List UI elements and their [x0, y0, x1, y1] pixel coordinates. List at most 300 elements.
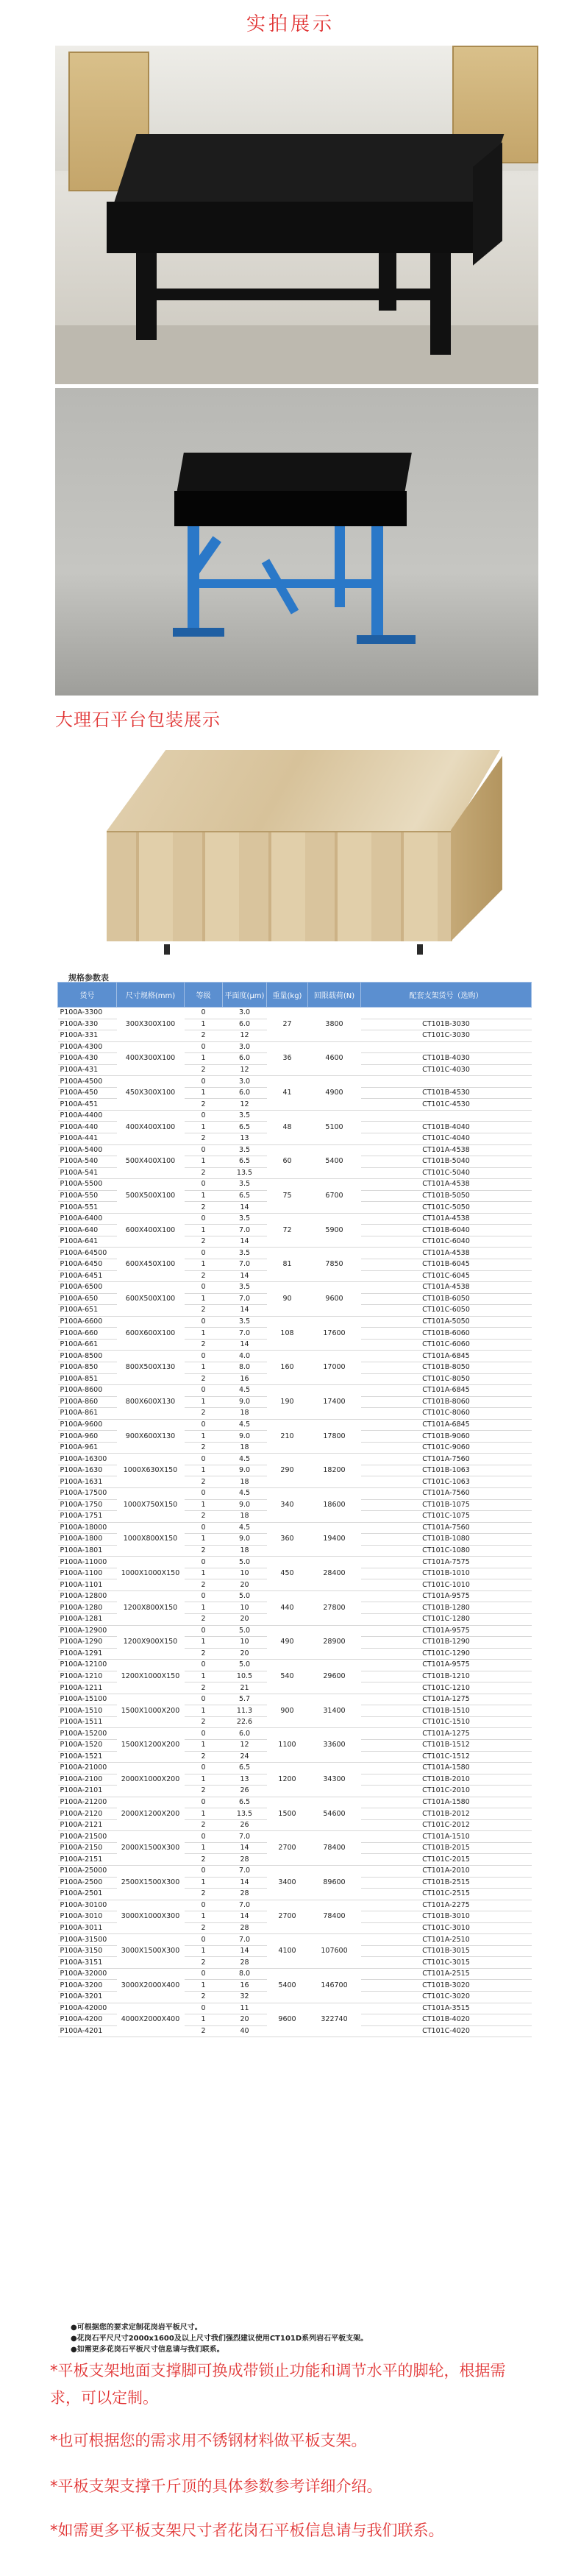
cell-stand: CT101B-1512: [361, 1740, 532, 1752]
cell-flatness: 8.0: [223, 1968, 267, 1980]
cell-grade: 0: [185, 1694, 223, 1705]
cell-grade: 2: [185, 1408, 223, 1420]
table-row: [58, 1728, 532, 1740]
table-row: [58, 1660, 532, 1671]
cell-stand: CT101B-6045: [361, 1259, 532, 1271]
cell-model: P100A-5500: [58, 1179, 117, 1191]
cell-stand: CT101B-1280: [361, 1602, 532, 1614]
cell-stand: CT101C-4030: [361, 1064, 532, 1076]
cell-flatness: 3.5: [223, 1144, 267, 1156]
cell-grade: 2: [185, 1545, 223, 1557]
cell-stand: CT101B-5050: [361, 1190, 532, 1202]
cell-model: P100A-2101: [58, 1786, 117, 1797]
cell-grade: 1: [185, 1053, 223, 1065]
cell-load: 17600: [308, 1316, 361, 1351]
cell-flatness: 4.0: [223, 1351, 267, 1362]
cell-model: P100A-1281: [58, 1613, 117, 1625]
cell-grade: 2: [185, 1648, 223, 1660]
cell-stand: CT101B-3015: [361, 1945, 532, 1957]
cell-model: P100A-1291: [58, 1648, 117, 1660]
cell-model: P100A-2150: [58, 1842, 117, 1854]
cell-stand: CT101B-8060: [361, 1396, 532, 1408]
cell-weight: 160: [267, 1351, 308, 1385]
cell-flatness: 12: [223, 1030, 267, 1042]
cell-flatness: 6.0: [223, 1019, 267, 1030]
cell-model: P100A-1521: [58, 1751, 117, 1763]
cell-weight: 108: [267, 1316, 308, 1351]
cell-stand: CT101A-4538: [361, 1248, 532, 1259]
photo-wooden-crate: [55, 731, 538, 965]
table-row: [58, 1213, 532, 1225]
cell-grade: 1: [185, 1362, 223, 1373]
cell-stand: CT101B-6050: [361, 1293, 532, 1305]
cell-stand: CT101C-1510: [361, 1716, 532, 1728]
cell-flatness: 4.5: [223, 1522, 267, 1534]
cell-model: P100A-6600: [58, 1316, 117, 1328]
cell-flatness: 3.0: [223, 1076, 267, 1088]
cell-load: 27800: [308, 1590, 361, 1625]
cell-model: P100A-17500: [58, 1487, 117, 1499]
cell-load: 34300: [308, 1763, 361, 1797]
cell-stand: [361, 1110, 532, 1122]
cell-model: P100A-1750: [58, 1499, 117, 1511]
cell-flatness: 7.0: [223, 1259, 267, 1271]
table-row: [58, 1008, 532, 1019]
cell-grade: 0: [185, 1900, 223, 1911]
cell-model: P100A-660: [58, 1328, 117, 1340]
cell-flatness: 21: [223, 1682, 267, 1694]
cell-model: P100A-331: [58, 1030, 117, 1042]
table-row: [58, 1454, 532, 1465]
cell-grade: 1: [185, 1637, 223, 1649]
table-row: [58, 1694, 532, 1705]
cell-flatness: 3.5: [223, 1110, 267, 1122]
cell-stand: CT101B-8050: [361, 1362, 532, 1373]
col-header-weight: 重量(kg): [267, 983, 308, 1008]
cell-stand: CT101C-8060: [361, 1408, 532, 1420]
cell-grade: 1: [185, 1705, 223, 1717]
cell-flatness: 4.5: [223, 1487, 267, 1499]
cell-grade: 1: [185, 1259, 223, 1271]
cell-flatness: 6.5: [223, 1763, 267, 1774]
cell-grade: 1: [185, 1980, 223, 1992]
spec-table: [57, 982, 531, 2037]
cell-stand: CT101C-1063: [361, 1476, 532, 1488]
cell-flatness: 26: [223, 1786, 267, 1797]
cell-weight: 1100: [267, 1728, 308, 1763]
cell-size: 1000X800X150: [117, 1522, 185, 1557]
cell-weight: 1200: [267, 1763, 308, 1797]
cell-flatness: 6.5: [223, 1797, 267, 1808]
cell-model: P100A-960: [58, 1431, 117, 1443]
cell-model: P100A-4300: [58, 1041, 117, 1053]
cell-stand: CT101C-4020: [361, 2025, 532, 2037]
cell-load: 4900: [308, 1076, 361, 1111]
cell-grade: 2: [185, 1716, 223, 1728]
cell-flatness: 13.5: [223, 1808, 267, 1820]
cell-weight: 900: [267, 1694, 308, 1728]
cell-flatness: 10: [223, 1602, 267, 1614]
cell-model: P100A-30100: [58, 1900, 117, 1911]
cell-model: P100A-860: [58, 1396, 117, 1408]
cell-model: P100A-12800: [58, 1590, 117, 1602]
cell-size: 1000X750X150: [117, 1487, 185, 1522]
cell-grade: 1: [185, 1877, 223, 1889]
cell-model: P100A-12100: [58, 1660, 117, 1671]
cell-size: 1200X900X150: [117, 1625, 185, 1660]
col-header-load: 回限载荷(N): [308, 983, 361, 1008]
cell-flatness: 6.5: [223, 1122, 267, 1133]
cell-size: 1500X1200X200: [117, 1728, 185, 1763]
cell-stand: CT101C-2015: [361, 1854, 532, 1866]
cell-stand: CT101A-7560: [361, 1454, 532, 1465]
table-row: [58, 1900, 532, 1911]
cell-grade: 2: [185, 1889, 223, 1900]
cell-grade: 1: [185, 1534, 223, 1546]
cell-model: P100A-42000: [58, 2003, 117, 2014]
cell-stand: CT101B-6060: [361, 1328, 532, 1340]
cell-model: P100A-551: [58, 1202, 117, 1214]
cell-flatness: 10.5: [223, 1671, 267, 1682]
cell-grade: 0: [185, 1968, 223, 1980]
cell-stand: CT101C-3015: [361, 1957, 532, 1969]
cell-load: 29600: [308, 1660, 361, 1694]
cell-stand: CT101A-1510: [361, 1831, 532, 1843]
cell-grade: 0: [185, 1076, 223, 1088]
cell-model: P100A-2501: [58, 1889, 117, 1900]
cell-load: 18600: [308, 1487, 361, 1522]
spec-note: ●花岗石平尺尺寸2000x1600及以上尺寸我们强烈建议使用CT101D系列岩石平板支架。: [71, 2335, 368, 2343]
photo-granite-slab-blue-stand: [55, 388, 538, 696]
cell-grade: 1: [185, 1156, 223, 1168]
cell-stand: CT101C-1210: [361, 1682, 532, 1694]
cell-stand: CT101A-2510: [361, 1934, 532, 1946]
cell-grade: 0: [185, 1248, 223, 1259]
cell-grade: 2: [185, 1682, 223, 1694]
cell-grade: 2: [185, 1476, 223, 1488]
cell-model: P100A-1210: [58, 1671, 117, 1682]
cell-flatness: 7.0: [223, 1934, 267, 1946]
cell-stand: CT101A-4538: [361, 1213, 532, 1225]
spec-note: ●可根据您的要求定制花岗岩平板尺寸。: [71, 2324, 202, 2332]
cell-flatness: 3.0: [223, 1008, 267, 1019]
cell-size: 900X600X130: [117, 1419, 185, 1454]
cell-flatness: 7.0: [223, 1831, 267, 1843]
cell-flatness: 20: [223, 2014, 267, 2026]
cell-weight: 4100: [267, 1934, 308, 1969]
table-row: [58, 1076, 532, 1088]
cell-grade: 1: [185, 1431, 223, 1443]
cell-stand: [361, 1008, 532, 1019]
cell-stand: CT101A-2010: [361, 1866, 532, 1878]
cell-weight: 81: [267, 1248, 308, 1282]
cell-flatness: 20: [223, 1648, 267, 1660]
cell-grade: 2: [185, 1030, 223, 1042]
cell-model: P100A-3201: [58, 1992, 117, 2003]
cell-load: 54600: [308, 1797, 361, 1831]
cell-load: 19400: [308, 1522, 361, 1557]
cell-weight: 72: [267, 1213, 308, 1248]
cell-model: P100A-21200: [58, 1797, 117, 1808]
cell-size: 4000X2000X400: [117, 2003, 185, 2037]
cell-grade: 0: [185, 1419, 223, 1431]
table-row: [58, 1144, 532, 1156]
cell-model: P100A-6500: [58, 1282, 117, 1294]
cell-flatness: 3.5: [223, 1179, 267, 1191]
col-header-size: 尺寸规格(mm): [117, 983, 185, 1008]
cell-model: P100A-3300: [58, 1008, 117, 1019]
cell-weight: 36: [267, 1041, 308, 1076]
cell-grade: 1: [185, 1911, 223, 1923]
cell-weight: 190: [267, 1385, 308, 1420]
cell-grade: 1: [185, 1465, 223, 1476]
cell-size: 3000X1500X300: [117, 1934, 185, 1969]
cell-model: P100A-4200: [58, 2014, 117, 2026]
cell-weight: 290: [267, 1454, 308, 1488]
cell-model: P100A-1510: [58, 1705, 117, 1717]
cell-model: P100A-1100: [58, 1568, 117, 1579]
cell-grade: 0: [185, 1487, 223, 1499]
cell-stand: CT101A-6845: [361, 1419, 532, 1431]
table-row: [58, 1487, 532, 1499]
cell-weight: 5400: [267, 1968, 308, 2003]
cell-stand: CT101B-4530: [361, 1087, 532, 1099]
cell-flatness: 7.0: [223, 1900, 267, 1911]
cell-grade: 0: [185, 2003, 223, 2014]
cell-stand: CT101C-6045: [361, 1270, 532, 1282]
cell-model: P100A-650: [58, 1293, 117, 1305]
cell-grade: 2: [185, 1992, 223, 2003]
spec-table-title: 规格参数表: [68, 973, 109, 983]
cell-grade: 1: [185, 1225, 223, 1236]
cell-flatness: 7.0: [223, 1328, 267, 1340]
cell-stand: CT101A-2275: [361, 1900, 532, 1911]
cell-stand: CT101A-4538: [361, 1144, 532, 1156]
cell-stand: CT101C-4040: [361, 1133, 532, 1145]
cell-grade: 2: [185, 1957, 223, 1969]
cell-flatness: 18: [223, 1511, 267, 1523]
cell-flatness: 13: [223, 1774, 267, 1786]
cell-load: 9600: [308, 1282, 361, 1317]
cell-stand: CT101C-1290: [361, 1648, 532, 1660]
cell-grade: 1: [185, 1293, 223, 1305]
cell-model: P100A-1800: [58, 1534, 117, 1546]
table-row: [58, 1557, 532, 1568]
cell-load: 89600: [308, 1866, 361, 1900]
cell-flatness: 9.0: [223, 1396, 267, 1408]
cell-grade: 1: [185, 1396, 223, 1408]
cell-grade: 1: [185, 1774, 223, 1786]
cell-grade: 2: [185, 1751, 223, 1763]
cell-model: P100A-850: [58, 1362, 117, 1373]
table-row: [58, 1316, 532, 1328]
cell-stand: CT101B-2515: [361, 1877, 532, 1889]
cell-flatness: 12: [223, 1740, 267, 1752]
cell-weight: 540: [267, 1660, 308, 1694]
cell-grade: 2: [185, 1339, 223, 1351]
cell-flatness: 3.5: [223, 1316, 267, 1328]
cell-grade: 2: [185, 1270, 223, 1282]
cell-stand: CT101C-8050: [361, 1373, 532, 1385]
cell-stand: CT101C-1512: [361, 1751, 532, 1763]
cell-weight: 210: [267, 1419, 308, 1454]
cell-load: 7850: [308, 1248, 361, 1282]
cell-model: P100A-6451: [58, 1270, 117, 1282]
cell-model: P100A-451: [58, 1099, 117, 1111]
cell-model: P100A-541: [58, 1167, 117, 1179]
cell-size: 600X600X100: [117, 1316, 185, 1351]
cell-stand: CT101B-3030: [361, 1019, 532, 1030]
cell-size: 1000X630X150: [117, 1454, 185, 1488]
cell-model: P100A-961: [58, 1442, 117, 1454]
cell-grade: 1: [185, 1499, 223, 1511]
cell-size: 500X500X100: [117, 1179, 185, 1214]
cell-grade: 0: [185, 1934, 223, 1946]
cell-grade: 0: [185, 1728, 223, 1740]
cell-flatness: 6.5: [223, 1190, 267, 1202]
cell-flatness: 18: [223, 1476, 267, 1488]
cell-stand: CT101C-1080: [361, 1545, 532, 1557]
cell-flatness: 22.6: [223, 1716, 267, 1728]
cell-flatness: 28: [223, 1922, 267, 1934]
cell-model: P100A-851: [58, 1373, 117, 1385]
cell-grade: 1: [185, 1190, 223, 1202]
cell-model: P100A-3011: [58, 1922, 117, 1934]
cell-grade: 2: [185, 1133, 223, 1145]
cell-flatness: 7.0: [223, 1293, 267, 1305]
cell-model: P100A-1801: [58, 1545, 117, 1557]
cell-stand: CT101C-2515: [361, 1889, 532, 1900]
cell-weight: 60: [267, 1144, 308, 1179]
cell-stand: CT101A-7560: [361, 1487, 532, 1499]
cell-stand: CT101C-3020: [361, 1992, 532, 2003]
cell-grade: 0: [185, 1351, 223, 1362]
cell-stand: CT101A-1580: [361, 1763, 532, 1774]
cell-grade: 0: [185, 1213, 223, 1225]
cell-flatness: 28: [223, 1889, 267, 1900]
cell-stand: CT101B-1010: [361, 1568, 532, 1579]
cell-model: P100A-21500: [58, 1831, 117, 1843]
cell-load: 78400: [308, 1831, 361, 1866]
cell-flatness: 14: [223, 1236, 267, 1248]
cell-size: 3000X2000X400: [117, 1968, 185, 2003]
cell-load: 17800: [308, 1419, 361, 1454]
cell-grade: 1: [185, 1328, 223, 1340]
cell-grade: 2: [185, 1305, 223, 1317]
cell-grade: 1: [185, 1945, 223, 1957]
table-row: [58, 1041, 532, 1053]
cell-stand: CT101A-4538: [361, 1282, 532, 1294]
cell-size: 600X500X100: [117, 1282, 185, 1317]
cell-load: 31400: [308, 1694, 361, 1728]
cell-model: P100A-2100: [58, 1774, 117, 1786]
cell-flatness: 10: [223, 1637, 267, 1649]
cell-grade: 2: [185, 1167, 223, 1179]
cell-size: 500X400X100: [117, 1144, 185, 1179]
table-row: [58, 1763, 532, 1774]
cell-stand: CT101A-2515: [361, 1968, 532, 1980]
cell-flatness: 14: [223, 1202, 267, 1214]
cell-grade: 1: [185, 1602, 223, 1614]
cell-model: P100A-6450: [58, 1259, 117, 1271]
cell-load: 17400: [308, 1385, 361, 1420]
cell-stand: CT101B-2010: [361, 1774, 532, 1786]
cell-stand: CT101C-5040: [361, 1167, 532, 1179]
cell-weight: 2700: [267, 1900, 308, 1934]
cell-grade: 0: [185, 1316, 223, 1328]
cell-model: P100A-1280: [58, 1602, 117, 1614]
cell-weight: 1500: [267, 1797, 308, 1831]
cell-stand: CT101A-6845: [361, 1385, 532, 1397]
cell-weight: 440: [267, 1590, 308, 1625]
cell-size: 1200X800X150: [117, 1590, 185, 1625]
cell-grade: 1: [185, 1808, 223, 1820]
table-row: [58, 1110, 532, 1122]
cell-grade: 0: [185, 1797, 223, 1808]
cell-model: P100A-2500: [58, 1877, 117, 1889]
cell-size: 300X300X100: [117, 1008, 185, 1042]
cell-weight: 450: [267, 1557, 308, 1591]
cell-weight: 340: [267, 1487, 308, 1522]
cell-grade: 2: [185, 2025, 223, 2037]
spec-note: ●如需更多花岗石平板尺寸信息请与我们联系。: [71, 2346, 224, 2354]
cell-model: P100A-1211: [58, 1682, 117, 1694]
cell-model: P100A-5400: [58, 1144, 117, 1156]
cell-grade: 1: [185, 1568, 223, 1579]
cell-flatness: 12: [223, 1064, 267, 1076]
cell-flatness: 3.5: [223, 1213, 267, 1225]
cell-grade: 1: [185, 1019, 223, 1030]
cell-weight: 75: [267, 1179, 308, 1214]
cell-size: 2500X1500X300: [117, 1866, 185, 1900]
cell-flatness: 24: [223, 1751, 267, 1763]
cell-grade: 2: [185, 1373, 223, 1385]
cell-flatness: 5.0: [223, 1625, 267, 1637]
cell-grade: 2: [185, 1786, 223, 1797]
cell-model: P100A-440: [58, 1122, 117, 1133]
table-row: [58, 2003, 532, 2014]
cell-stand: CT101A-7560: [361, 1522, 532, 1534]
table-row: [58, 1179, 532, 1191]
cell-flatness: 18: [223, 1545, 267, 1557]
cell-model: P100A-4500: [58, 1076, 117, 1088]
cell-grade: 2: [185, 1922, 223, 1934]
table-row: [58, 1282, 532, 1294]
cell-stand: CT101A-9575: [361, 1590, 532, 1602]
cell-weight: 2700: [267, 1831, 308, 1866]
cell-flatness: 3.0: [223, 1041, 267, 1053]
cell-stand: CT101C-6040: [361, 1236, 532, 1248]
cell-grade: 1: [185, 1671, 223, 1682]
cell-grade: 0: [185, 1282, 223, 1294]
cell-size: 400X300X100: [117, 1041, 185, 1076]
cell-stand: CT101B-2012: [361, 1808, 532, 1820]
cell-flatness: 14: [223, 1270, 267, 1282]
cell-load: 28900: [308, 1625, 361, 1660]
cell-model: P100A-8500: [58, 1351, 117, 1362]
cell-flatness: 5.0: [223, 1590, 267, 1602]
cell-model: P100A-4400: [58, 1110, 117, 1122]
cell-stand: CT101A-9575: [361, 1660, 532, 1671]
cell-model: P100A-4201: [58, 2025, 117, 2037]
cell-flatness: 12: [223, 1099, 267, 1111]
cell-flatness: 16: [223, 1980, 267, 1992]
table-row: [58, 1419, 532, 1431]
cell-flatness: 14: [223, 1945, 267, 1957]
cell-stand: CT101B-1080: [361, 1534, 532, 1546]
cell-flatness: 9.0: [223, 1534, 267, 1546]
cell-grade: 2: [185, 1202, 223, 1214]
